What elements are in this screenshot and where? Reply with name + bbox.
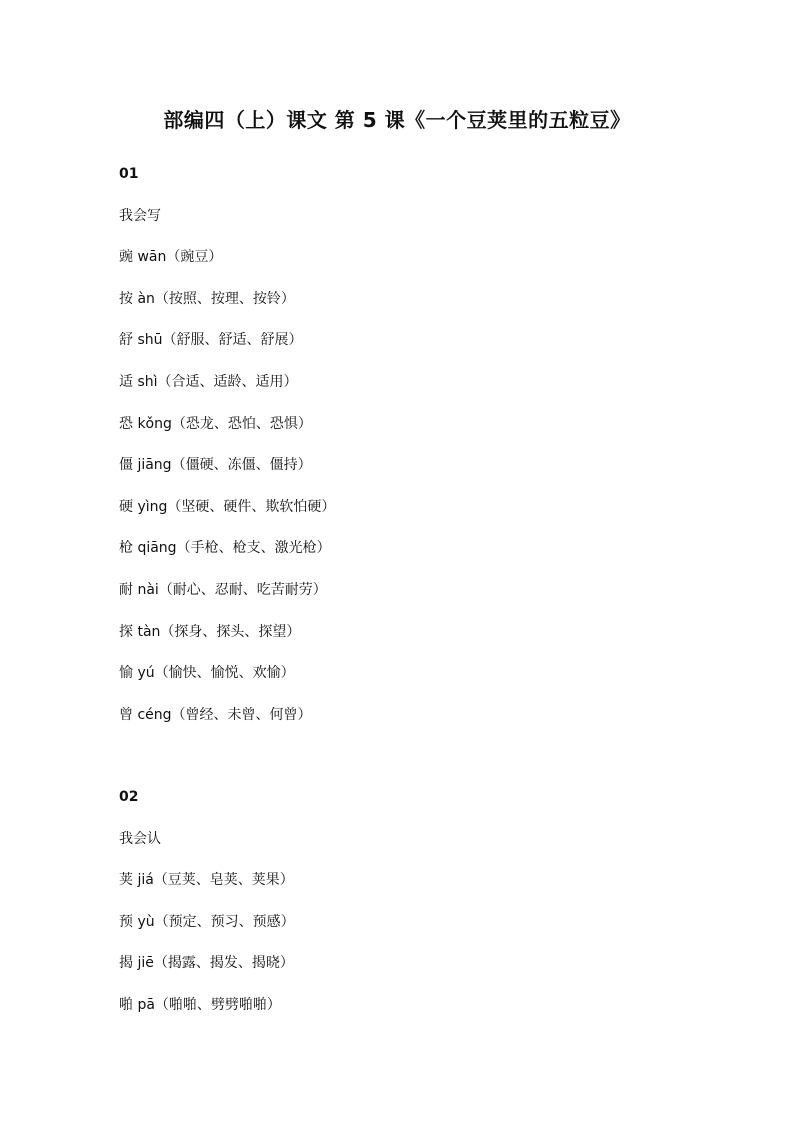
vocab-item: 荚 jiá（豆荚、皂荚、荚果） (119, 872, 294, 889)
vocab-item: 恐 kǒng（恐龙、恐怕、恐惧） (119, 415, 312, 432)
vocab-item: 愉 yú（愉快、愉悦、欢愉） (119, 665, 295, 682)
document-title: 部编四（上）课文 第 5 课《一个豆荚里的五粒豆》 (163, 108, 631, 132)
vocab-item: 耐 nài（耐心、忍耐、吃苦耐劳） (119, 581, 327, 598)
vocab-item: 啪 pā（啪啪、劈劈啪啪） (119, 996, 281, 1013)
section-recognize (119, 777, 719, 1027)
section-number: 02 (119, 789, 139, 805)
vocab-item: 揭 jiē（揭露、揭发、揭晓） (119, 955, 294, 972)
vocab-item: 按 àn（按照、按理、按铃） (119, 290, 295, 307)
vocab-item: 僵 jiāng（僵硬、冻僵、僵持） (119, 457, 312, 474)
section-heading: 我会写 (119, 207, 161, 224)
vocab-item: 硬 yìng（坚硬、硬件、欺软怕硬） (119, 498, 336, 515)
section-heading: 我会认 (119, 830, 161, 847)
vocab-item: 预 yù（预定、预习、预感） (119, 913, 295, 930)
section-write (119, 154, 719, 736)
vocab-item: 探 tàn（探身、探头、探望） (119, 623, 301, 640)
vocab-item: 曾 céng（曾经、未曾、何曾） (119, 706, 312, 723)
section-number: 01 (119, 166, 139, 182)
vocab-item: 舒 shū（舒服、舒适、舒展） (119, 332, 303, 349)
vocab-item: 豌 wān（豌豆） (119, 249, 223, 266)
vocab-item: 适 shì（合适、适龄、适用） (119, 373, 298, 390)
vocab-item: 枪 qiāng（手枪、枪支、激光枪） (119, 540, 331, 557)
